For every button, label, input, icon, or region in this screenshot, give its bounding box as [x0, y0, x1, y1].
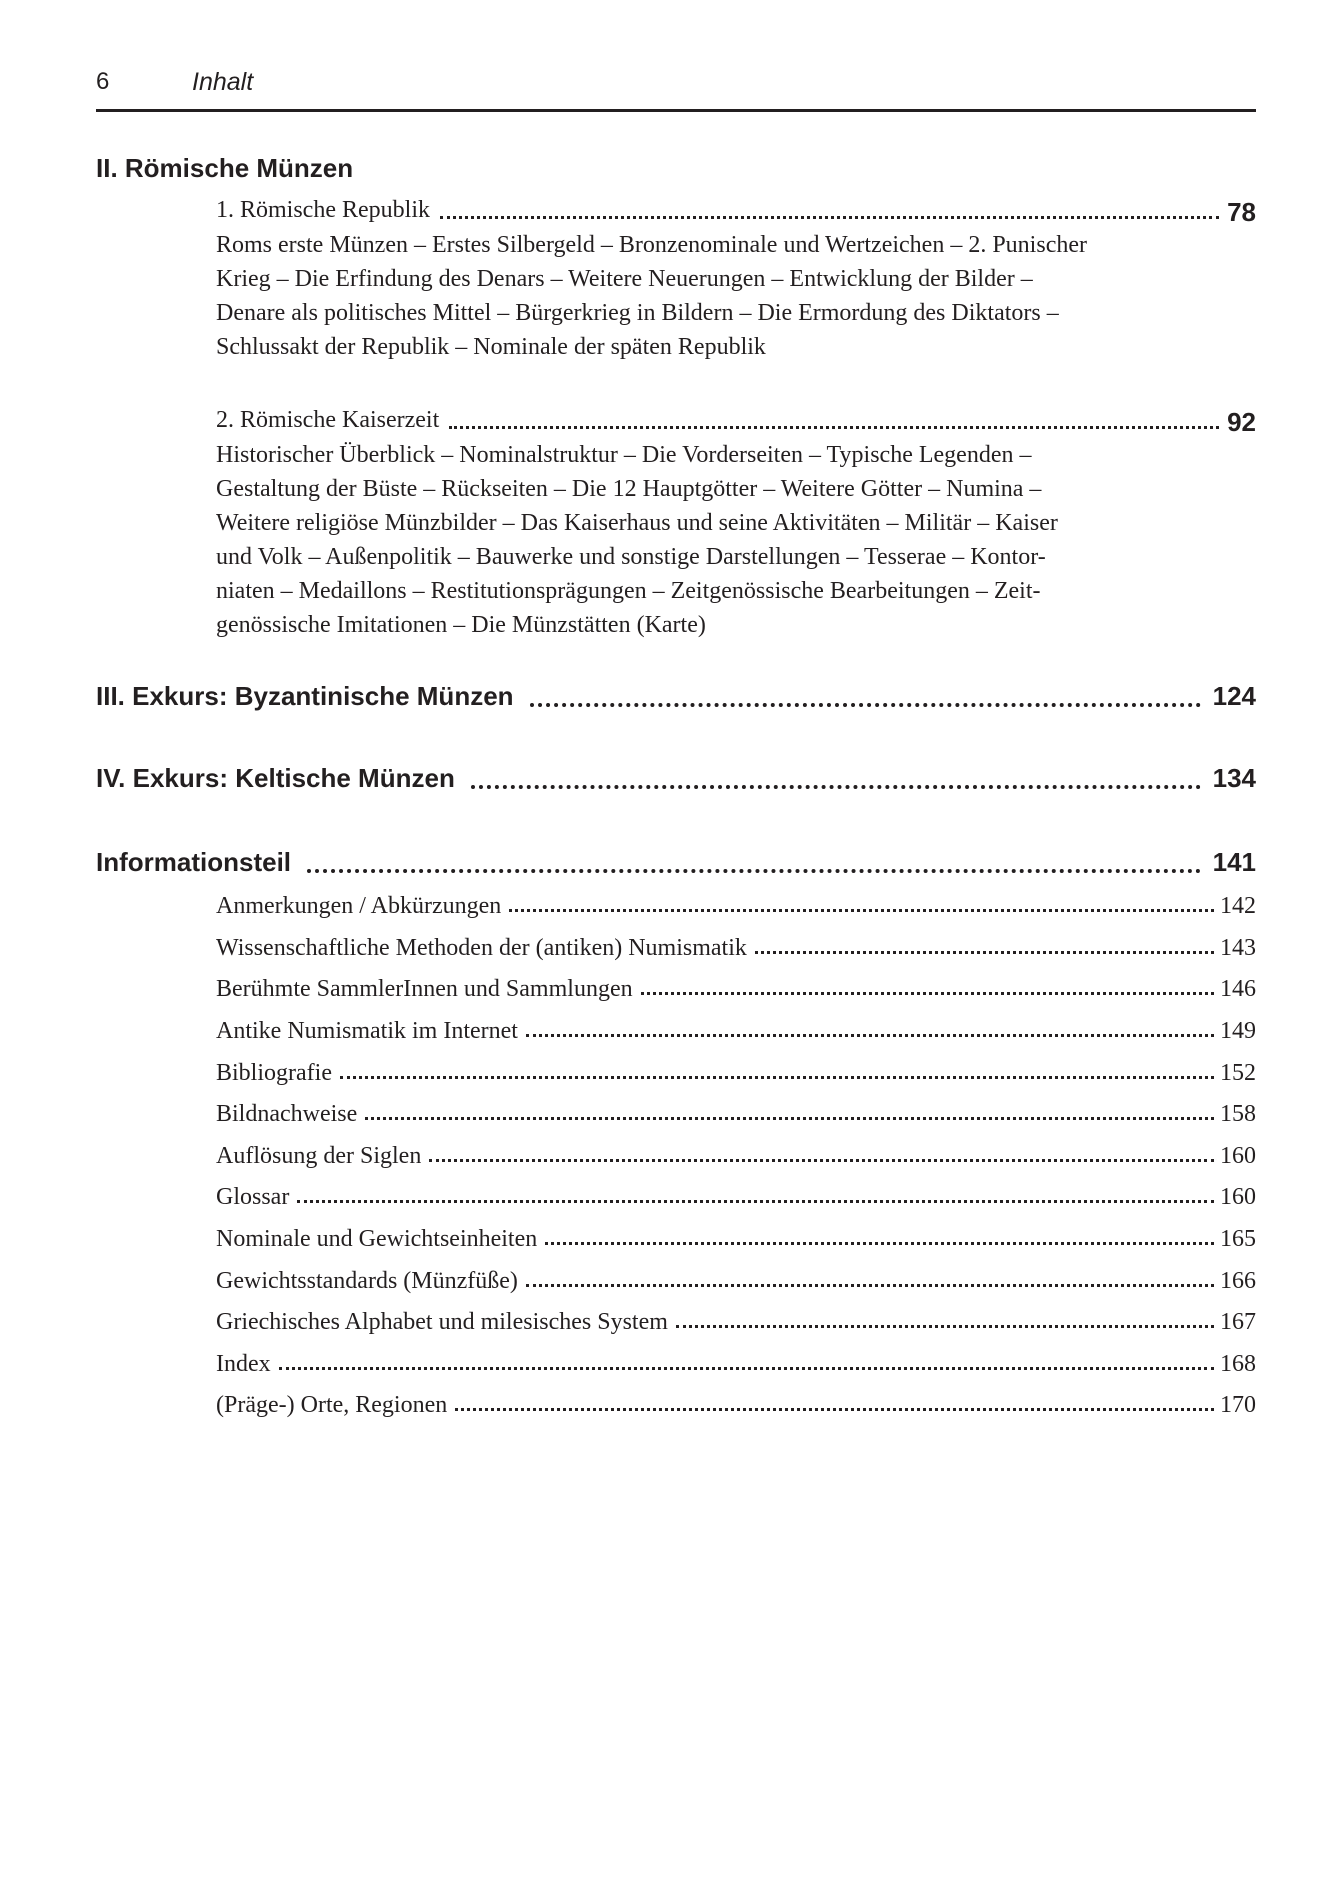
dot-leader [526, 1034, 1214, 1037]
dot-leader [279, 1367, 1214, 1370]
toc-item[interactable] [216, 1011, 1256, 1053]
summary-line: Schlussakt der Republik – Nominale der späten Republik [216, 334, 766, 360]
summary-line: Denare als politisches Mittel – Bürgerkrieg in Bildern – Die Ermordung des Diktators – [216, 300, 1059, 326]
summary-line: Roms erste Münzen – Erstes Silbergeld – Bronzenominale und Wertzeichen – 2. Punischer [216, 232, 1087, 258]
item-title: Index [216, 1350, 271, 1377]
dot-leader [429, 1159, 1214, 1162]
section-page: 134 [1212, 763, 1256, 793]
toc-item[interactable] [216, 1136, 1256, 1178]
item-page: 160 [1220, 1142, 1256, 1169]
toc-item[interactable] [216, 928, 1256, 970]
entry-title: 1. Römische Republik [216, 197, 430, 223]
item-page: 170 [1220, 1392, 1256, 1419]
information-part-list [216, 886, 1256, 1427]
item-page: 168 [1220, 1350, 1256, 1377]
dot-leader [449, 426, 1219, 429]
item-page: 158 [1220, 1101, 1256, 1128]
dot-leader [755, 951, 1214, 954]
section-page: 124 [1212, 681, 1256, 711]
toc-item[interactable] [216, 1260, 1256, 1302]
toc-item[interactable] [216, 1302, 1256, 1344]
item-title: Bildnachweise [216, 1101, 358, 1128]
toc-entry-roman-empire[interactable] [216, 402, 1256, 438]
section-heading-roman-coins[interactable] [96, 148, 1256, 188]
dot-leader [455, 1408, 1214, 1411]
item-title: (Präge-) Orte, Regionen [216, 1392, 448, 1419]
item-title: Gewichtsstandards (Münzfüße) [216, 1267, 518, 1294]
toc-item[interactable] [216, 1052, 1256, 1094]
toc-item[interactable] [216, 1177, 1256, 1219]
entry-summary-roman-empire [216, 438, 1196, 642]
entry-page: 78 [1227, 197, 1256, 227]
toc-item[interactable] [216, 1385, 1256, 1427]
item-page: 166 [1220, 1267, 1256, 1294]
item-title: Anmerkungen / Abkürzungen [216, 893, 502, 920]
item-page: 149 [1220, 1018, 1256, 1045]
item-title: Bibliografie [216, 1059, 332, 1086]
dot-leader [297, 1200, 1214, 1203]
summary-line: niaten – Medaillons – Restitutionsprägungen – Zeitgenössische Bearbeitungen – Zeit- [216, 578, 1041, 604]
section-heading-celtic-coins[interactable] [96, 758, 1256, 798]
item-page: 167 [1220, 1309, 1256, 1336]
dot-leader [530, 703, 1201, 707]
entry-title: 2. Römische Kaiserzeit [216, 407, 440, 433]
toc-item[interactable] [216, 1219, 1256, 1261]
toc-item[interactable] [216, 1094, 1256, 1136]
item-title: Nominale und Gewichtseinheiten [216, 1226, 538, 1253]
dot-leader [509, 909, 1214, 912]
entry-page: 92 [1227, 407, 1256, 437]
item-page: 160 [1220, 1184, 1256, 1211]
item-page: 165 [1220, 1226, 1256, 1253]
running-header [96, 62, 1256, 112]
section-title: II. Römische Münzen [96, 153, 354, 183]
dot-leader [365, 1117, 1214, 1120]
entry-summary-roman-republic [216, 228, 1196, 364]
dot-leader [440, 216, 1219, 219]
dot-leader [676, 1325, 1214, 1328]
section-title: IV. Exkurs: Keltische Münzen [96, 763, 455, 793]
item-page: 152 [1220, 1059, 1256, 1086]
summary-line: Krieg – Die Erfindung des Denars – Weitere Neuerungen – Entwicklung der Bilder – [216, 266, 1033, 292]
toc-entry-roman-republic[interactable] [216, 192, 1256, 228]
toc-item[interactable] [216, 969, 1256, 1011]
item-title: Auflösung der Siglen [216, 1142, 422, 1169]
item-page: 146 [1220, 976, 1256, 1003]
item-page: 142 [1220, 893, 1256, 920]
toc-item[interactable] [216, 1344, 1256, 1386]
toc-item[interactable] [216, 886, 1256, 928]
section-title: III. Exkurs: Byzantinische Münzen [96, 681, 514, 711]
summary-line: Weitere religiöse Münzbilder – Das Kaiserhaus und seine Aktivitäten – Militär – Kaiser [216, 510, 1058, 536]
dot-leader [526, 1284, 1214, 1287]
section-title: Informationsteil [96, 847, 292, 877]
page-number: 6 [96, 68, 110, 95]
section-heading-information-part[interactable] [96, 842, 1256, 882]
running-title: Inhalt [192, 68, 254, 96]
summary-line: und Volk – Außenpolitik – Bauwerke und sonstige Darstellungen – Tesserae – Kontor- [216, 544, 1046, 570]
dot-leader [307, 869, 1201, 873]
item-title: Griechisches Alphabet und milesisches System [216, 1309, 668, 1336]
item-title: Antike Numismatik im Internet [216, 1018, 518, 1045]
section-heading-byzantine-coins[interactable] [96, 676, 1256, 716]
summary-line: genössische Imitationen – Die Münzstätten (Karte) [216, 612, 706, 638]
dot-leader [641, 992, 1214, 995]
item-title: Wissenschaftliche Methoden der (antiken) Numismatik [216, 934, 747, 961]
summary-line: Gestaltung der Büste – Rückseiten – Die 12 Hauptgötter – Weitere Götter – Numina – [216, 476, 1042, 502]
item-title: Glossar [216, 1184, 290, 1211]
dot-leader [545, 1242, 1214, 1245]
section-page: 141 [1212, 847, 1256, 877]
item-page: 143 [1220, 934, 1256, 961]
summary-line: Historischer Überblick – Nominalstruktur – Die Vorderseiten – Typische Legenden – [216, 442, 1032, 468]
dot-leader [471, 785, 1201, 789]
dot-leader [340, 1076, 1214, 1079]
item-title: Berühmte SammlerInnen und Sammlungen [216, 976, 633, 1003]
